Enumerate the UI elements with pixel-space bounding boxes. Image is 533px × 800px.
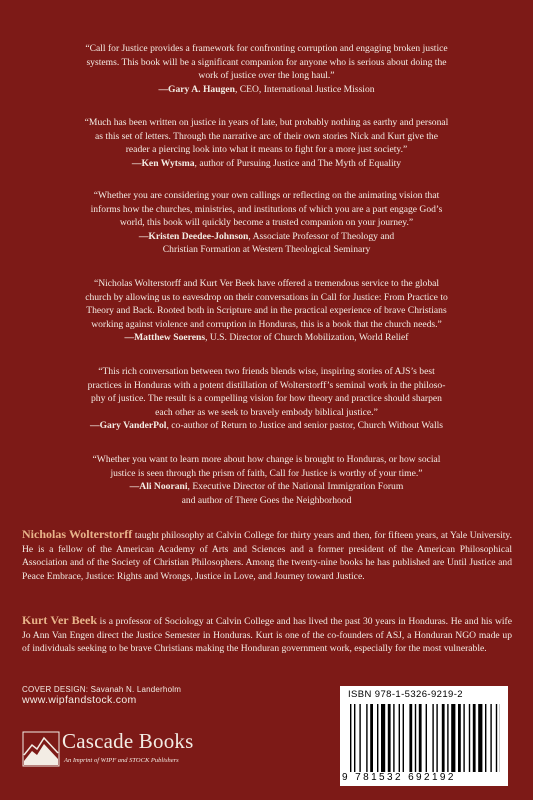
publisher-tagline: An Imprint of WIPF and STOCK Publishers — [64, 757, 179, 764]
quote-line: informs how the churches, ministries, and institutions of which you are a part engage God’s — [90, 203, 443, 215]
barcode-bar — [388, 704, 391, 772]
barcode-bar — [381, 704, 385, 772]
endorser-name: —Matthew Soerens — [124, 332, 206, 343]
barcode-bar — [432, 704, 433, 772]
quote-line: world, this book will quickly become a trusted companion on your journey.” — [119, 217, 414, 228]
barcode-digits: 9 781532 692192 — [342, 772, 456, 783]
quote-attribution — [18, 331, 515, 345]
quote-line: “Nicholas Wolterstorff and Kurt Ver Beek have offered a tremendous service to the global — [93, 278, 440, 289]
quote-line: Theory and Back. Rooted both in Scripture and in the practical experience of brave Christians — [86, 305, 447, 316]
barcode-bar — [485, 704, 486, 772]
publisher-name: Cascade Books — [62, 729, 194, 753]
isbn-text: ISBN 978-1-5326-9219-2 — [348, 689, 463, 700]
endorser-role-continued: Christian Formation at Western Theological Seminary — [162, 244, 371, 255]
barcode-bar — [442, 704, 445, 772]
endorsement-quote — [18, 116, 515, 170]
endorser-name: —Gary VanderPol — [89, 420, 167, 431]
quote-line: practices in Honduras with a potent distillation of Wolterstorff’s seminal work in the philoso- — [87, 379, 446, 391]
quote-line: “Call for Justice provides a framework for confronting corruption and engaging broken justice — [85, 43, 448, 54]
quote-line: “Whether you are considering your own callings or reflecting on the animating vision that — [93, 190, 440, 201]
cover-credits — [22, 684, 181, 706]
endorser-name: —Ali Noorani — [129, 481, 188, 492]
endorser-role: , U.S. Director of Church Mobilization, World Relief — [205, 332, 409, 343]
quote-line: “Much has been written on justice in years of late, but probably nothing as earthy and personal — [84, 117, 449, 128]
quote-attribution — [18, 157, 515, 171]
quote-line: each other as we seek to bravely embody biblical justice.” — [155, 406, 378, 418]
barcode-bar — [447, 704, 448, 772]
barcode-bar — [359, 704, 360, 772]
quote-attribution — [18, 83, 515, 97]
endorsement-quote — [18, 189, 515, 257]
quote-line: as this set of letters. Through the narrative arc of their own stories Nick and Kurt give the — [95, 130, 438, 142]
barcode-bar — [409, 704, 412, 772]
quote-line: phy of justice. The result is a compelling vision for how theory and practice should sharpen — [91, 393, 442, 404]
quote-line: church by allowing us to eavesdrop on their conversations in Call for Justice: From Practice to — [85, 291, 448, 303]
barcode-bar — [403, 704, 404, 772]
barcode-bar — [399, 704, 400, 772]
barcode-bar — [496, 704, 497, 772]
author-name: Kurt Ver Beek — [22, 613, 97, 627]
endorsement-quote — [18, 365, 515, 433]
isbn-barcode — [340, 686, 508, 786]
barcode-bar — [419, 704, 422, 772]
endorser-name: —Kristen Deedee-Johnson — [138, 230, 249, 242]
quote-line: justice is seen through the prism of faith, Call for Justice is worthy of your time.” — [110, 467, 423, 479]
endorser-role: , co-author of Return to Justice and senior pastor, Church Without Walls — [166, 420, 444, 431]
barcode-bar — [463, 704, 464, 772]
barcode-bar — [436, 704, 437, 772]
barcode-bar — [393, 704, 394, 772]
endorser-role: , author of Pursuing Justice and The Myth of Equality — [194, 157, 402, 169]
endorsement-quote — [18, 277, 515, 345]
publisher-logo — [22, 727, 232, 775]
barcode-bar — [451, 704, 455, 772]
quote-line: reader a piercing look into what it means to fight for a more just society.” — [125, 144, 408, 155]
barcode-bar — [473, 704, 476, 772]
quote-attribution — [18, 230, 515, 244]
author-name: Nicholas Wolterstorff — [22, 527, 133, 541]
publisher-url: www.wipfandstock.com — [22, 694, 137, 706]
endorser-name: —Ken Wytsma — [131, 157, 195, 169]
quote-attribution — [18, 480, 515, 494]
barcode-bar — [415, 704, 416, 772]
cover-design-credit: COVER DESIGN: Savanah N. Landerholm — [22, 685, 182, 694]
quote-line: “Whether you want to learn more about how change is brought to Honduras, or how social — [92, 454, 441, 465]
barcode-bar — [370, 704, 373, 772]
endorsement-quote — [18, 453, 515, 507]
author-bio — [22, 528, 512, 583]
barcode-bar — [350, 704, 351, 772]
endorser-name: —Gary A. Haugen — [158, 83, 235, 95]
barcode-bar — [377, 704, 378, 772]
quote-line: “This rich conversation between two friends blends wise, inspiring stories of AJS’s best — [98, 366, 435, 377]
barcode-bar — [469, 704, 470, 772]
endorser-role: , Executive Director of the National Immigration Forum — [187, 481, 404, 492]
barcode-bar — [490, 704, 491, 772]
endorsement-quote — [18, 42, 515, 96]
quote-line: work of justice over the long haul.” — [198, 70, 335, 81]
quote-attribution — [18, 419, 515, 433]
author-bio — [22, 614, 512, 656]
endorser-role-continued: and author of There Goes the Neighborhood — [181, 494, 352, 506]
endorser-role: , CEO, International Justice Mission — [234, 83, 375, 95]
quote-line: working against violence and corruption in Honduras, this is a book that the church needs.” — [91, 318, 442, 330]
quote-line: systems. This book will be a significant companion for anyone who is serious about doing the — [86, 56, 447, 68]
barcode-bar — [478, 704, 482, 772]
barcode-bar — [354, 704, 355, 772]
author-bio-text: taught philosophy at Calvin College for thirty years and then, for fifteen years, at Yale University. He is a fellow of the American Academy of Arts and Sciences and a former president of the American Philosophical Association and of the Society of Christian Philosophers. Among the twenty-nine books he has published are Until Justice and Peace Embrace, Justice: Rights and Wrongs, Justice in Love, and Journey toward Justice. — [22, 530, 513, 582]
cascade-icon — [22, 731, 60, 767]
barcode-icon — [350, 704, 500, 772]
author-bio-text: is a professor of Sociology at Calvin College and has lived the past 30 years in Honduras. He and his wife Jo Ann Van Engen direct the Justice Semester in Honduras. Kurt is one of the co-founders of ASJ, a Honduran NGO made up of individuals seeking to be brave Christians making the Honduran government work, especially for the most vulnerable. — [22, 616, 512, 654]
barcode-bar — [458, 704, 461, 772]
barcode-bar — [366, 704, 367, 772]
barcode-bar — [426, 704, 427, 772]
endorser-role: , Associate Professor of Theology and — [248, 230, 395, 242]
